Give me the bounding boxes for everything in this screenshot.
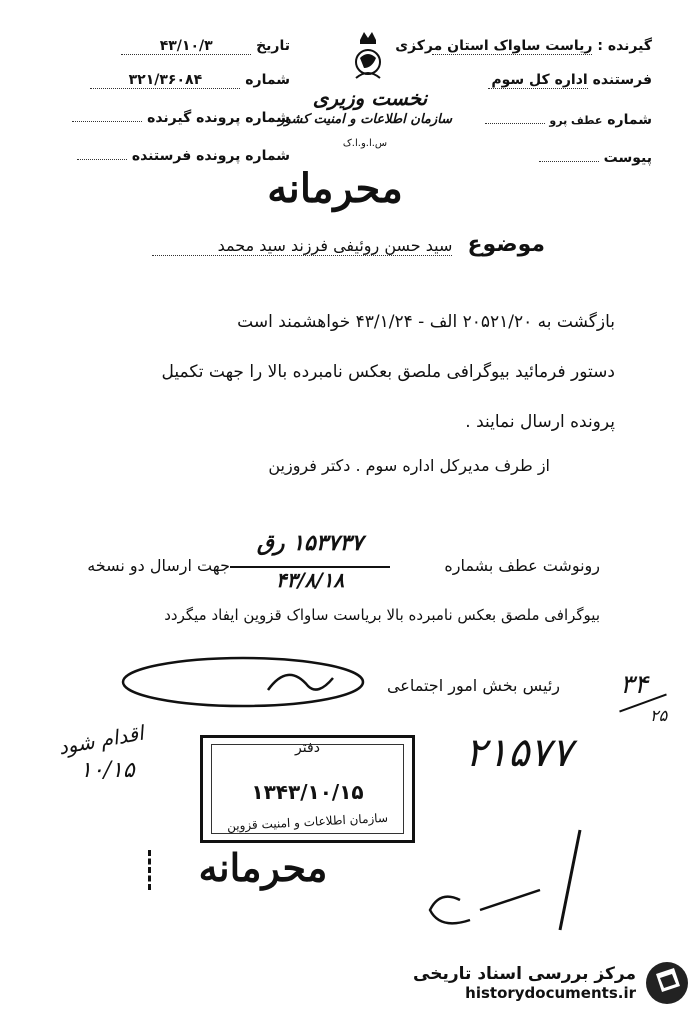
recipient-label: گیرنده bbox=[607, 38, 652, 54]
emblem-line2: سازمان اطلاعات و امنیت کشور bbox=[278, 112, 452, 127]
footer-brand-fa: مرکز بررسی اسناد تاریخی bbox=[413, 964, 636, 984]
date-row bbox=[60, 38, 290, 55]
lion-emblem-icon bbox=[338, 28, 398, 88]
handwritten-right-top-sub: ۲۵ bbox=[650, 706, 668, 725]
sender-row bbox=[488, 72, 652, 89]
archive-logo-icon bbox=[644, 960, 690, 1006]
handwritten-left-date: ۱۰/۱۵ bbox=[80, 758, 135, 783]
ref-number-label: شماره bbox=[245, 72, 290, 88]
handwritten-number: ۲۱۵۷۷ bbox=[465, 730, 573, 776]
receiver-file-row bbox=[60, 110, 290, 126]
handwritten-right-top: ۳۴ bbox=[620, 670, 648, 700]
copy-ref-number: ۱۵۳۷۳۷ رق bbox=[256, 530, 364, 556]
copy-line1-prefix: رونوشت عطف بشماره bbox=[444, 556, 600, 575]
body-signature: از طرف مدیرکل اداره سوم . دکتر فروزین bbox=[268, 456, 550, 475]
copy-line1-suffix: جهت ارسال دو نسخه bbox=[87, 556, 230, 575]
receiver-file-label: شماره پرونده گیرنده bbox=[147, 110, 290, 126]
subject-value: سید حسن روئیفی فرزند سید محمد bbox=[152, 236, 452, 256]
sender-value: اداره کل سوم bbox=[488, 72, 588, 89]
stamp-org: سازمان اطلاعات و امنیت قزوین bbox=[226, 810, 389, 834]
emblem-line3: س.ا.و.ا.ک bbox=[342, 138, 388, 149]
subject-row bbox=[152, 232, 545, 257]
classification-bottom: محرمانه bbox=[198, 845, 328, 890]
stamp-date: ۱۳۴۳/۱۰/۱۵ bbox=[251, 780, 364, 804]
ref-number-value: ۳۲۱/۳۶۰۸۴ bbox=[90, 72, 240, 89]
body-line3: پرونده ارسال نمایند . bbox=[465, 412, 615, 432]
attachment-row bbox=[539, 150, 652, 166]
footer-brand-url: historydocuments.ir bbox=[465, 984, 636, 1002]
sender-label: فرستنده bbox=[592, 72, 652, 88]
date-label: تاریخ bbox=[256, 38, 290, 54]
copy-ref-date: ۴۳/۸/۱۸ bbox=[275, 568, 345, 592]
sender-file-row bbox=[60, 148, 290, 164]
sender-file-label: شماره پرونده فرستنده bbox=[131, 148, 290, 164]
handwritten-left-note: اقدام شود bbox=[56, 720, 146, 760]
date-value: ۴۳/۱۰/۳ bbox=[121, 38, 251, 55]
recipient-value: ریاست ساواک استان مرکزی bbox=[395, 38, 593, 54]
subject-label: موضوع bbox=[467, 232, 545, 257]
attachment-label: پیوست bbox=[603, 150, 652, 166]
handwritten-scribble bbox=[420, 820, 620, 940]
footer-brand bbox=[413, 960, 690, 1006]
ref-number-row bbox=[60, 72, 290, 89]
body-line2: دستور فرمائید بیوگرافی ملصق بعکس نامبرده بالا را جهت تکمیل bbox=[161, 362, 615, 382]
body-line1: بازگشت به ۲۰۵۲۱/۲۰ الف - ۴۳/۱/۲۴ خواهشمند است bbox=[237, 312, 615, 332]
stamp-corner-mark bbox=[148, 850, 161, 890]
classification-title: محرمانه bbox=[267, 165, 403, 212]
copy-line2: بیوگرافی ملصق بعکس نامبرده بالا بریاست ساواک قزوین ایفاد میگردد bbox=[164, 606, 600, 624]
number-row bbox=[485, 112, 652, 128]
stamp-title: دفتر bbox=[295, 740, 320, 756]
recipient-row: گیرنده : ریاست ساواک استان مرکزی bbox=[395, 38, 652, 54]
number-value: عطف پرو bbox=[549, 114, 603, 127]
copy-signature: رئیس بخش امور اجتماعی bbox=[386, 676, 560, 695]
number-label: شماره bbox=[607, 112, 652, 128]
emblem-line1: نخست وزیری bbox=[312, 86, 428, 110]
signature-scribble bbox=[118, 652, 368, 712]
